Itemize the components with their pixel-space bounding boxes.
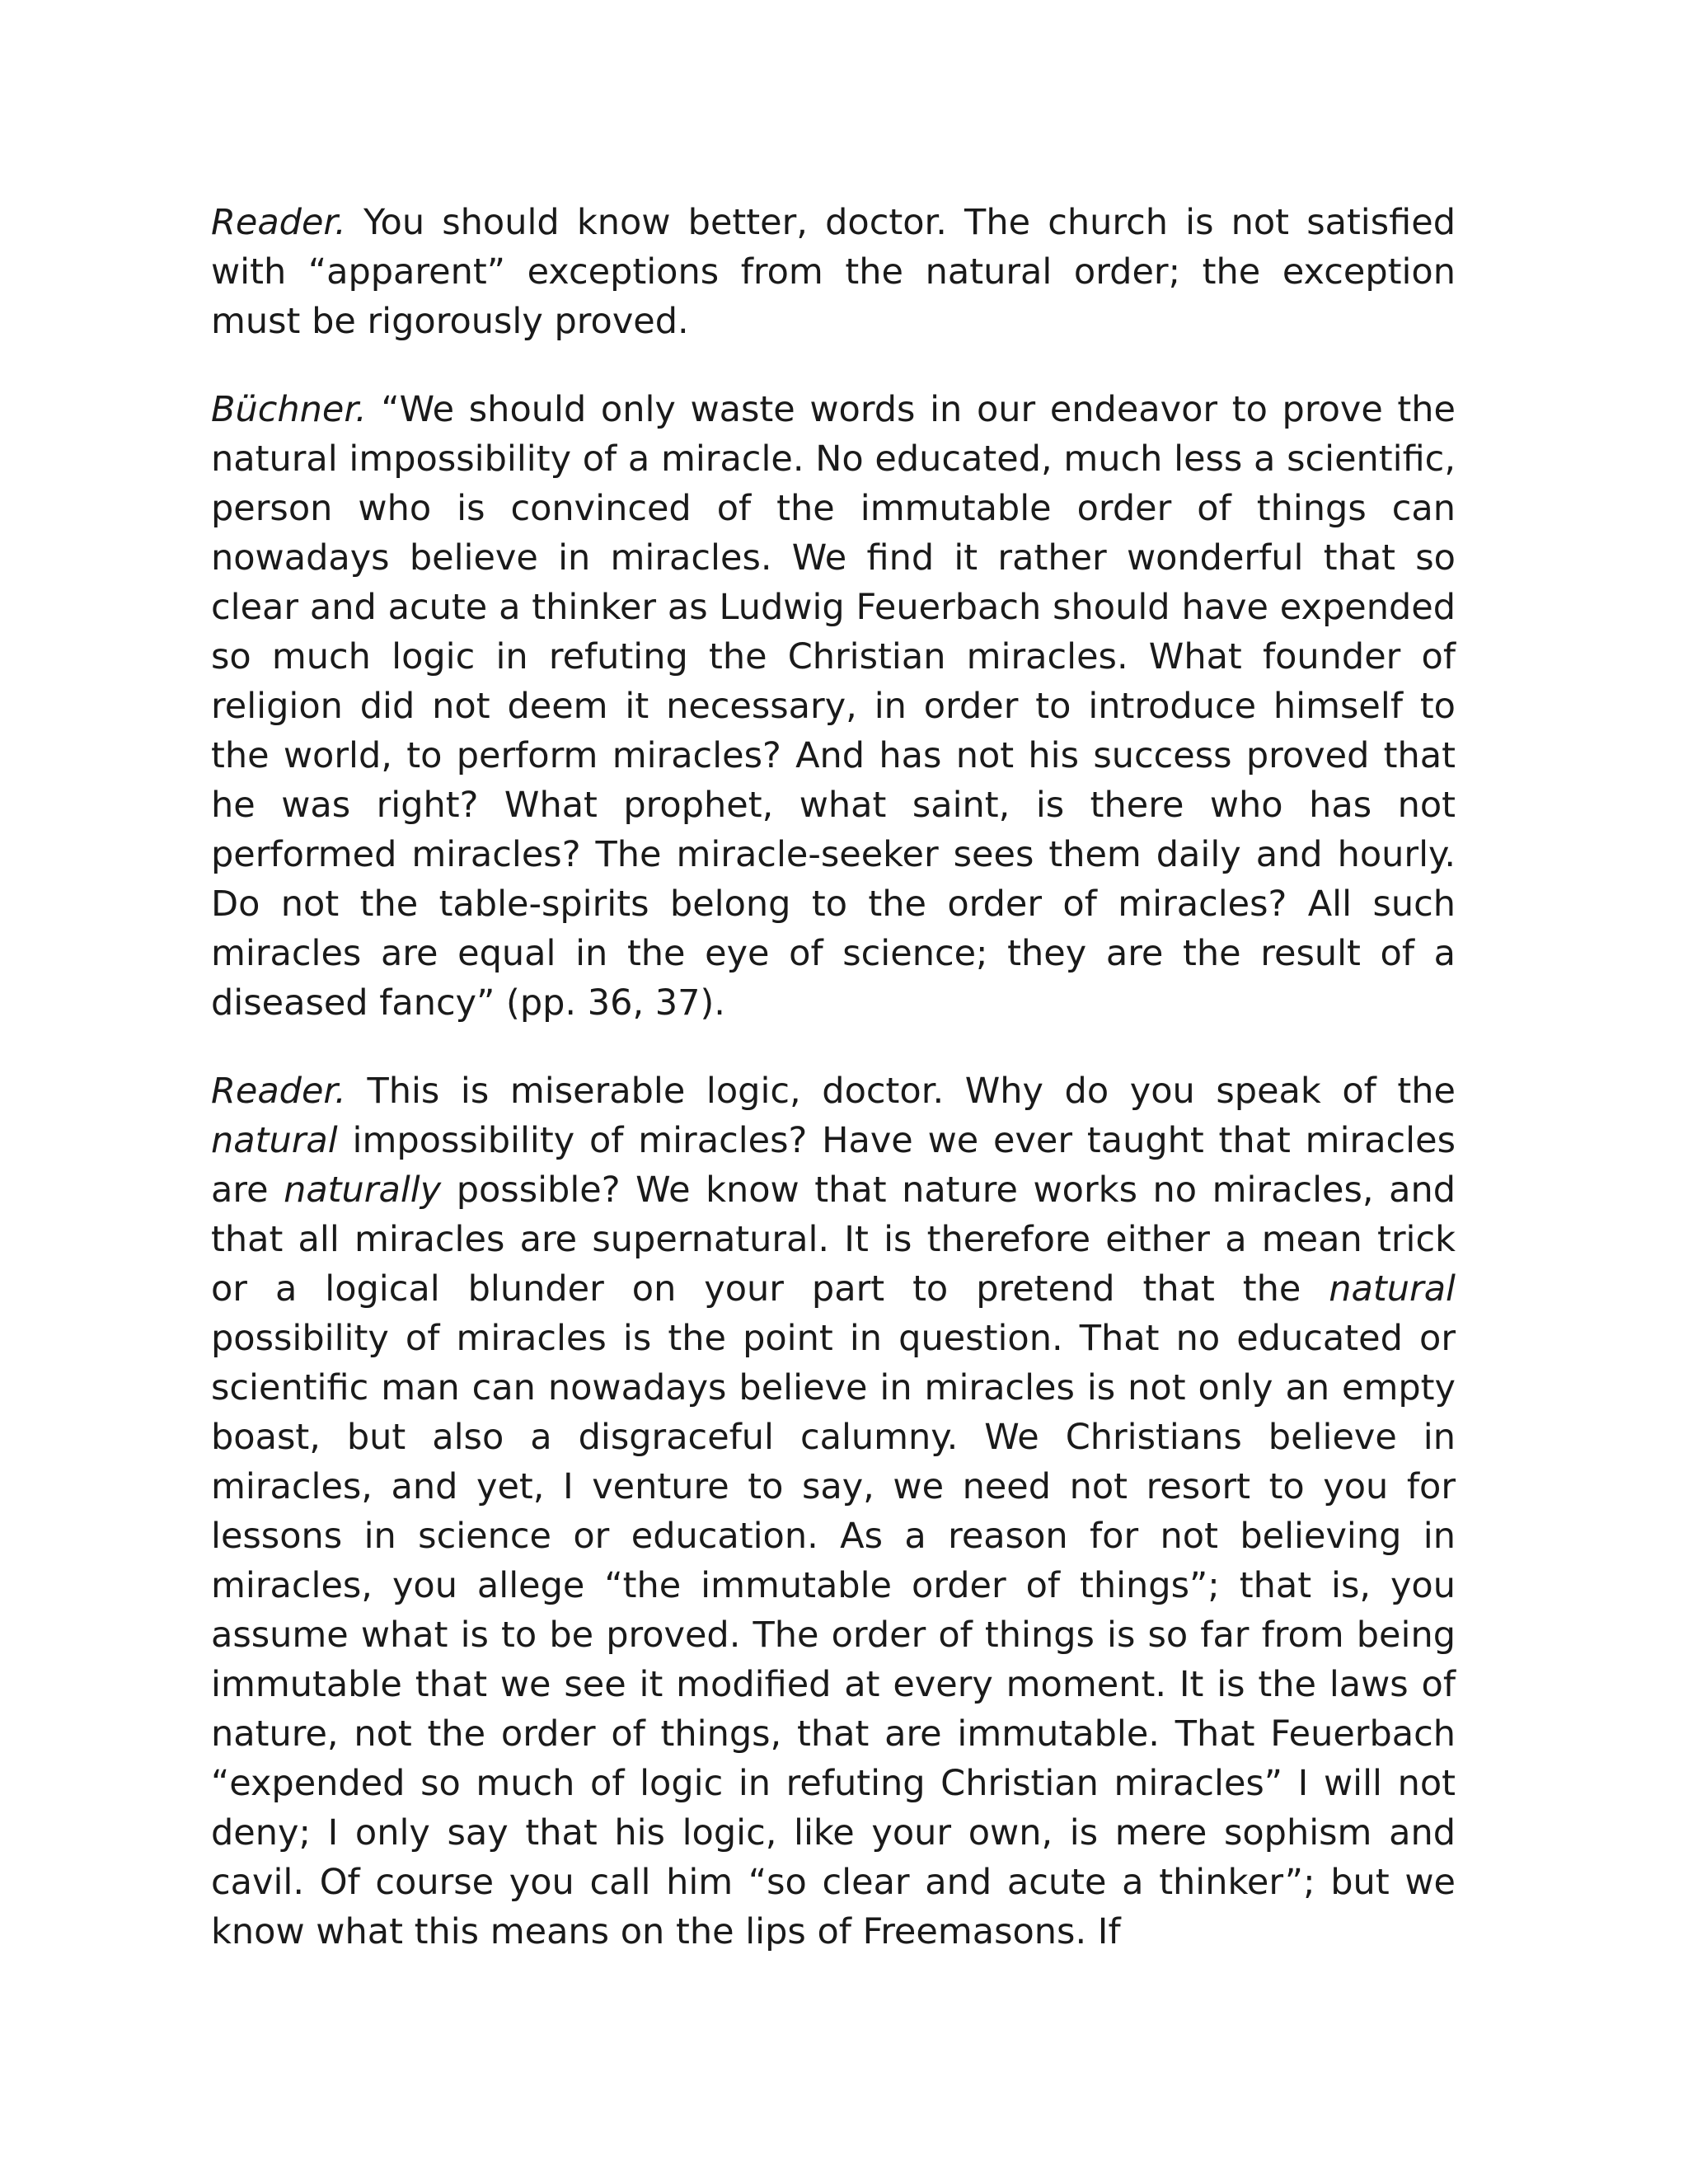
body-text: [211, 198, 1456, 1995]
speaker-label: Reader.: [211, 202, 346, 243]
emphasis-text: natural: [1329, 1268, 1456, 1310]
paragraph-text: This is miserable logic, doctor. Why do you speak of the: [345, 1071, 1456, 1112]
paragraph-text: possible? We know that nature works no miracles, and that all miracles are supernatural. It is therefore either a mean trick or a logical blunder on your part to pretend that the: [211, 1169, 1456, 1310]
emphasis-text: natural: [211, 1120, 338, 1161]
speaker-label: Reader.: [211, 1071, 346, 1112]
paragraph-buchner: [211, 385, 1456, 1028]
emphasis-text: naturally: [284, 1169, 442, 1211]
paragraph-reader-1: [211, 198, 1456, 346]
speaker-label: Büchner.: [211, 389, 367, 430]
paragraph-reader-2: [211, 1066, 1456, 1957]
paragraph-text: You should know better, doctor. The church is not satisfied with “apparent” exceptions from the natural order; the exception must be rigorously proved.: [211, 202, 1456, 342]
paragraph-text: “We should only waste words in our endeavor to prove the natural impossibility of a miracle. No educated, much less a scientific, person who is convinced of the immutable order of things can nowadays believe in miracles. We find it rather wonderful that so clear and acute a thinker as Ludwig Feuerbach should have expended so much logic in refuting the Christian miracles. What founder of religion did not deem it necessary, in order to introduce himself to the world, to perform miracles? And has not his success proved that he was right? What prophet, what saint, is there who has not performed miracles? The miracle-seeker sees them daily and hourly. Do not the table-spirits belong to the order of miracles? All such miracles are equal in the eye of science; they are the result of a diseased fancy” (pp. 36, 37).: [211, 389, 1456, 1024]
paragraph-text: impossibility of miracles? Have we ever taught that miracles are: [211, 1120, 1456, 1211]
paragraph-text: possibility of miracles is the point in question. That no educated or scientific man can nowadays believe in miracles is not only an empty boast, but also a disgraceful calumny. We Christians believe in miracles, and yet, I venture to say, we need not resort to you for lessons in science or education. As a reason for not believing in miracles, you allege “the immutable order of things”; that is, you assume what is to be proved. The order of things is so far from being immutable that we see it modified at every moment. It is the laws of nature, not the order of things, that are immutable. That Feuerbach “expended so much of logic in refuting Christian miracles” I will not deny; I only say that his logic, like your own, is mere sophism and cavil. Of course you call him “so clear and acute a thinker”; but we know what this means on the lips of Freemasons. If: [211, 1318, 1456, 1952]
